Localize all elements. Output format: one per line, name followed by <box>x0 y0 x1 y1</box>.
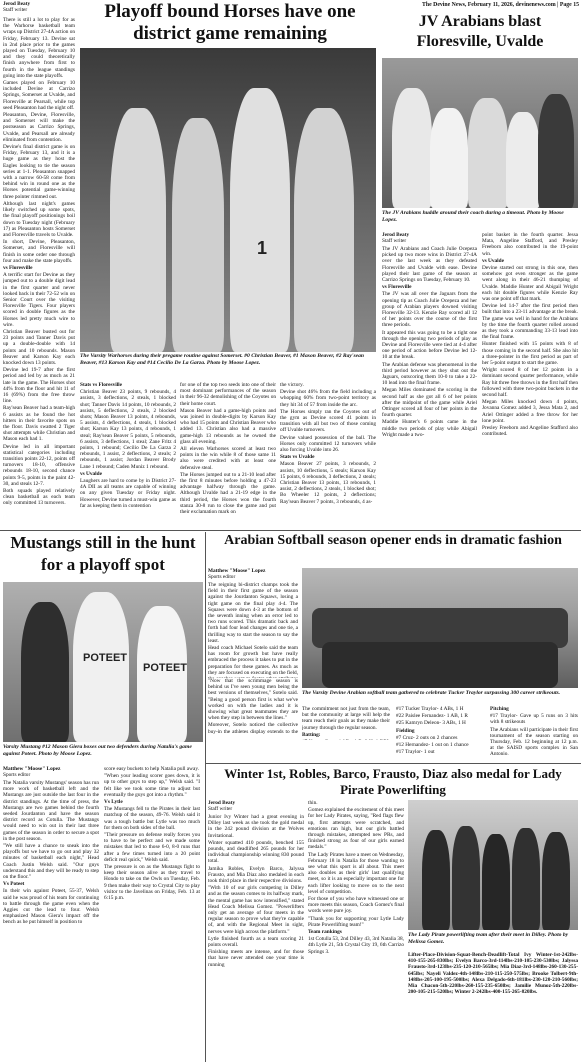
paragraph: It appeared this was going to be a tight one through the opening two periods of play as Devine and Floresville were tied at 4-4 after one period of action before Devine led 12-10 at the break. <box>382 329 477 361</box>
paragraph: Hunter finished with 15 points with 8 of those coming in the second half. She also hit a three-pointer in the first period as part of her 5-point output to start the game. <box>482 341 578 367</box>
subhead: Team rankings <box>308 929 342 936</box>
paragraph: Gomez explained the excitement of this meet for her Lady Pirates, saying, "Red flags flew up, first attempts were scratched, and emotions ran high, but our girls battled through mistakes, attempted new PRs, and finished strong as four of our girls earned medals." <box>308 807 404 851</box>
paragraph: All eleven Warhorses scored at least two points in the win while 8 of those same 11 also were credited with at least one defensive steal. <box>180 446 276 471</box>
subhead: Vs Lytle <box>104 799 123 806</box>
story4-column-4 <box>396 706 484 756</box>
paragraph: The JV was all over the Jaguars from the opening tip as Coach Julie Ocepeza and her group of Arabian players downed visiting Floresville 32-13. Kenzie Ray scored all 12 of her points over the course of the first three periods. <box>382 291 477 329</box>
paragraph: #22 Paislee Fernandez- 1 AB, 1 R <box>396 713 468 720</box>
paragraph: the victory. <box>280 382 304 388</box>
story1-column-3 <box>180 382 276 528</box>
paragraph: Devine valued possession of the ball. The Horses only committed 12 turnovers while also forcing Uvalde into 26. <box>280 434 376 454</box>
story4-column-1 <box>208 582 298 678</box>
powerlifting-team-photo <box>408 800 578 930</box>
paragraph: The JV Arabians and Coach Julie Ocepeza picked up two more wins in District 27-4A over the last week as they defeated Floresville and Uvalde with ease. Devine played their last game of the season at Carrizo Springs on Tuesday, February 10. <box>382 246 477 284</box>
story4-column-3 <box>302 706 390 740</box>
paragraph: "We still have a chance to sneak into the playoffs but we have to go out and play 32 minutes of basketball each night," Head Coach Justin Welsh said. "Our guys understand this and they will be ready to step on the floor." <box>3 843 99 881</box>
story1-caption: The Varsity Warhorses during their pregame routine against Somerset. #0 Christian Beaver, #1 Mason Beaver, #2 Ray'sean Beaver, #13 Karson Kay and #14 Cecilio De La Garza. Photo by Moose Lopez. <box>80 353 365 366</box>
paragraph: Finishing meets are intense, and for those that have never attended one your time is running <box>208 949 304 968</box>
byline-name: Matthew "Moose" Lopez <box>208 568 266 574</box>
paragraph: Christian Beaver 23 points, 9 rebounds, 4 assists, 3 deflections, 2 steals, 1 blocked shot; Tanner Davis 14 points, 10 rebounds, 2 assists, 5 deflections, 2 steals, 2 blocked shots; Mason Beaver 13 points, 4 rebounds, 5 assists, 4 deflections, 4 steals, 1 blocked shot; Karson Kay 13 points, 4 rebounds, 1 steal; Ray'sean Beaver 5 points, 5 rebounds, 6 assists, 3 deflections, 1 steal; Zane Fritz 4 points, 1 rebound; Cecilio De La Garza 2 rebounds, 1 assist, 2 deflections, 2 steals; 2 rebounds, 1 assist; Jordan Beaver Brody Lane 1 rebound; Caden Muniz 1 rebound. <box>80 389 176 470</box>
section-divider <box>206 763 581 764</box>
story4-caption: The Varsity Devine Arabian softball team gathered to celebrate Tucker Traylor surpassing 300 career strikeouts. <box>302 690 561 696</box>
paragraph: Games played on February 10 included Devine at Carrizo Springs, Somerset at Uvalde, and Floresville at Pearsall, while top seed Pleasanton had the night off. <box>3 80 75 111</box>
paragraph: Devine led in all important statistical categories including transition points 22-12, points off turnovers 18-10, offensive rebounds 18-10, second chance points 9-5, points in the paint 42-30, and steals 12-7. <box>3 443 75 487</box>
byline-role: Staff writer <box>208 806 233 813</box>
paragraph: Devine led 19-7 after the first period and led by as much as 21 late in the game. The Horses shot 44% from the floor and hit 11 of 16 (69%) from the free throw line. <box>3 367 75 405</box>
jv-huddle-photo <box>382 58 578 208</box>
paragraph: In short, Devine, Pleasanton, Somerset, and Floresville will finish in some order one through four and make the state playoffs. <box>3 239 75 264</box>
paragraph: Laughers are hard to come by in District 27-4A DII as all teams are capable of winning on any given Tuesday or Friday night. However, Devine turned a must-win game as far as keeping them in contention <box>80 478 176 509</box>
story3-headline: Mustangs still in the hunt for a playoff spot <box>10 533 196 574</box>
paragraph: "Their pressure on defense really forces you to have to be perfect and we made some mistakes that led to those 6-0, 8-0 runs that after a few times turned into a 20 point deficit real quick," Welsh said. <box>104 832 200 863</box>
column-divider <box>205 532 206 1062</box>
story1-column-1 <box>3 17 75 532</box>
jersey-text: POTEET <box>83 652 128 664</box>
byline-name: Jerod Beaty <box>382 232 410 238</box>
paragraph: The commitment not just from the team, but the community at large will help the team reach their goals as they make their journey through the regular season. <box>302 706 390 731</box>
story2-headline: JV Arabians blast Floresville, Uvalde <box>416 13 544 50</box>
story1-column-2 <box>80 382 176 528</box>
paragraph: Ray'sean Beaver had a team-high 6 assists as he found the hot hitters in their favorite spots on the floor. Davis swatted 2 Tiger shot attempts while Christian and Mason each had 1. <box>3 405 75 443</box>
paragraph: "Now that the scrimmage season is behind us I've seen young men being the best versions of themselves," Sotelo said. "Being a good person first is what we've worked on with the ladies and it is showing what great teammates they are when they step in between the lines." <box>208 678 298 722</box>
paragraph: Both squads played relatively clean basketball as each team only committed 13 turnovers. <box>3 488 75 507</box>
paragraph: #25 Kamryn Deleon- 3 ABs, 1 H <box>396 720 466 727</box>
paragraph: The pressure is on as the Mustangs fight to keep their season alive as they travel to Hondo to take on the Owls on Tuesday, Feb. 9 then make their way to Crystal City to play visitor to the Javelinas on Friday, Feb. 13 at 6:15 p.m. <box>104 864 200 902</box>
story5-column-2 <box>308 800 404 1062</box>
paragraph: Devine's final district game is on Friday, February 13, and it is a huge game as they host the Eagles looking to tie the season series at 1-1. Pleasanton snapped with a narrow 60-58 come from behind win in round one as the Horses potential game-winning three pointer rimmed out. <box>3 144 75 200</box>
paragraph: Christian Beaver busted out for 23 points and Tanner Davis put up a double-double with 14 points and 10 rebounds. Mason Beaver and Karson Kay each knocked down 13 points. <box>3 328 75 366</box>
story5-column-1 <box>208 814 304 1062</box>
paragraph: Although last night's games likely switched up some spots, the final playoff positionings boil down to Tuesday night (February 17) as Pleasanton hosts Somerset and Floresville travels to Uvalde. <box>3 200 75 238</box>
paragraph: score easy buckets to help Natalia pull away. <box>104 766 199 772</box>
paragraph: #17 Tucker Traylor- 4 ABs, 1 H <box>396 706 464 712</box>
subhead: Vs Poteet <box>3 881 25 888</box>
paragraph: Maddie Hunter's 6 points came in the middle two periods of play while Abigail Wright made a two- <box>382 419 477 438</box>
subhead: Stats vs Floresville <box>80 382 122 388</box>
story3-byline <box>3 766 99 780</box>
paragraph: thin. <box>308 800 318 806</box>
subhead: Batting: <box>302 731 321 738</box>
story3-caption: Varsity Mustang #12 Mason Giera boxes out two defenders during Natalia's game against Poteet. Photo by Moose Lopez. <box>3 744 192 757</box>
paragraph: The reigning bi-district champs took the field in their first game of the season against the Jourdanton Squaws, losing a tight game on the final play 4-4. The Squaws were down 4-3 at the bottom of the seventh inning when an error led to two runs scored. This dramatic back and forth had four lead changes and one tie, a thrilling way to start the season to say the least. <box>208 582 298 644</box>
paragraph: Devine started out strong in this one, then somehow got even stronger as the game went along in their 46-21 thumping of Uvalde. Maddie Hunter and Abigail Wright each hit double figures while Kenzie Ray was one point off that mark. <box>482 265 578 303</box>
story4-column-5 <box>490 706 578 762</box>
story4-headline: Arabian Softball season opener ends in dramatic fashion <box>224 533 562 548</box>
paragraph: In their win against Poteet, 55-37, Welsh said he was proud of his team for continuing to battle through the game even when the Aggies cut the lead to four. Welsh emphasized Mason Giera's impact off the bench as he put himself in position to <box>3 888 99 926</box>
paragraph: Jamika Robles, Evelyn Barco, Jalyssa Frausto, and Mia Diaz also medaled in each took third place in their respective divisions. <box>208 865 304 885</box>
paragraph: The Arabians will participate in their first tournament of the season starting on Thursday, Feb. 12 beginning at 12 p.m. at the SAISD sports complex in San Antonio. <box>490 726 578 758</box>
paragraph: Pleasanton, Devine, Floresville, and Somerset will make the postseason as Carrizo Springs, Uvalde, and Pearsall are already eliminated from contention. <box>3 112 75 143</box>
story3-column-2 <box>104 766 200 1062</box>
paragraph: Mason Beaver had a game-high points and was joined in double-digits by Karson Kay who had 15 points and Christian Beaver who added 13. Christian also had a massive game-high 13 rebounds as he owned the glass all evening. <box>180 407 276 445</box>
byline-role: Staff writer <box>3 7 28 14</box>
paragraph: #7 Cruz- 2 outs on 2 chances <box>396 734 458 741</box>
paragraph: The Horses jumped out to a 21-10 lead after the first 8 minutes before holding a 47-23 advantage halfway through the game. Although Uvalde had a 21-19 edge in the third period, the Horses won the fourth stanza 30-8 run to close the game and put their exclamation mark on <box>180 471 276 516</box>
paragraph: Mason Beaver 27 points, 3 rebounds, 2 assists, 10 deflections, 5 steals; Karson Kay 15 points, 6 rebounds, 3 deflections, 2 steals; Christian Beaver 13 points, 13 rebounds, 1 assist, 2 deflections, 2 steals, 1 blocked shot; Bo Wheeler 12 points, 2 deflections; Ray'sean Beaver 7 points, 3 rebounds, 4 as- <box>280 461 376 505</box>
paragraph: Head coach Michael Sotelo said the team has room for growth but have really embraced the process it takes to put in the preparation for these games. As much as they are focused on executing on the field, <box>208 645 298 676</box>
paragraph: #17 Traylor- 1 out <box>396 749 435 756</box>
page-header: The Devine News, February 11, 2026, devinenews.com | Page 15 <box>422 2 579 8</box>
subhead: Fielding <box>396 727 415 734</box>
paragraph <box>302 739 390 740</box>
byline-name: Matthew "Moose" Lopez <box>3 766 61 772</box>
story2-column-1 <box>382 246 477 528</box>
jersey-number: 1 <box>256 238 267 258</box>
paragraph: "When your leading scorer goes down, it is up to other guys to step up," Welsh said. "I felt like we took some time to adjust but eventually the guys got into a rhythm." <box>104 773 200 798</box>
byline-role: Sports editor <box>3 772 31 779</box>
paragraph: for one of the top two seeds into one of their most dominant performances of the season in their 96-32 demolishing of the Coyotes on their home court. <box>180 382 276 407</box>
paragraph: There is still a lot to play for as the Warhorse basketball team wraps up District 27-4A action on Friday, February 13. Devine sat in 2nd place prior to the games played on Tuesday, February 10 and they could theoretically finish anywhere from first to fourth in the league standings going into the state playoffs. <box>3 17 75 79</box>
story1-headline: Playoff bound Horses have one district game remaining <box>104 1 356 44</box>
jersey-text: POTEET <box>143 662 188 674</box>
byline-role: Sports editor <box>208 574 236 581</box>
paragraph: "Thank you for supporting your Lytle Lady Pirate Powerlifting team!" <box>308 915 404 928</box>
story2-byline <box>382 232 477 246</box>
warhorses-pregame-photo <box>80 48 376 352</box>
paragraph: #17 Traylor- Gave up 5 runs on 3 hits with 8 strikeouts <box>490 713 578 726</box>
paragraph: Junior Ivy Winter had a great evening in Dilley last week as she took the gold medal in the 242 pound division at the Wolves Invitational. <box>208 814 304 839</box>
subhead: vs Floresville <box>382 284 412 291</box>
story2-column-2 <box>482 232 578 528</box>
paragraph: The Mustangs fell to the Pirates in their last matchup of the season, 49-76. Welsh said it was a tough battle but Lytle was too much for them on both sides of the ball. <box>104 806 200 831</box>
subhead: Pitching <box>490 706 509 712</box>
paragraph: For those of you who have witnessed one or more meets this season, Coach Gomez's final words were pure joy. <box>308 896 404 915</box>
paragraph: Lytle finished fourth as a team scoring 21 points overall. <box>208 935 304 949</box>
paragraph: Moreover, Sotelo noticed the collective buy-in the athletes display extends to the <box>208 722 298 734</box>
story5-headline: Winter 1st, Robles, Barco, Frausto, Diaz also medal for Lady Pirate Powerlifting <box>224 766 562 797</box>
paragraph: Devine led 14-7 after the first period then built that into a 23-11 advantage at the break. The game was well in hand for the Arabians by the time the fourth quarter rolled around as they took a commanding 33-13 lead into the final frame. <box>482 303 578 341</box>
story2-caption: The JV Arabians huddle around their coach during a timeout. Photo by Moose Lopez. <box>382 210 564 223</box>
paragraph: Winter squatted 410 pounds, benched 155 pounds, and deadlifted 265 pounds for her individual championship winning 830 pound total. <box>208 839 304 865</box>
paragraph: #12 Hernandez- 1 out on 1 chance <box>396 742 469 749</box>
softball-team-photo <box>302 568 578 688</box>
story1-column-4 <box>280 382 376 528</box>
section-divider <box>0 530 581 531</box>
powerlifting-results: Lifter-Place-Division-Squat-Bench-Deadlift-Total Ivy Winter-1st-242lbs-410-155-265-830lbs; Evelyn Barco-3rd-114lbs-210-105-230-530lbs; Jalyssa Frausto-3rd-123lbs-235-120-210-565lbs; Mia Diaz-3rd-148lbs-260-130-255-645lbs; Nayeli Valdez-4th-148lbs-210-115-250-575lbs; Brooke Tolbert-9th-148lbs-205-100-195-500lbs; Alexa Delgado-6th-181lbs-230-120-210-560lbs; Mia Chacon-5th-220lbs-260-155-235-650lbs; Jamilie Munoz-5th-220lbs-200-105-215-520lbs; Winter 2-242lbs-400-155-265-820lbs. <box>408 952 578 996</box>
paragraph: 1st Cotulla 53, 2nd Dilley 43, 3rd Natalia 38, 4th Lytle 21, 5th Crystal City 19, 6th Carrizo Springs 3. <box>308 936 404 955</box>
story5-caption: The Lady Pirate powerlifting team after their meet in Dilley. Photo by Melissa Gomez. <box>408 932 569 945</box>
paragraph: Megan Miles dominated the scoring in the second half as she got all 6 of her points after the midpoint of the game while Ariel Ottinger scored all four of her points in the fourth quarter. <box>382 387 477 419</box>
paragraph: The Natalia varsity Mustangs' season has run more work of basketball left and the Mustangs are just outside the last four in the district standings. At the time of press, the Mustangs are two games behind the fourth seeded Jourdanton and have the season district record as Cotulla. The Mustangs would need to win out in their last three games of the season in order to secure a spot in the post season. <box>3 780 99 842</box>
paragraph: Wright scored 8 of her 12 points in a dominant second quarter performance, while Ray hit three free throws in the first half then followed with three two-point buckets in the second half. <box>482 367 578 399</box>
paragraph: Megan Miles knocked down 4 points, Jovanna Gomez added 3, Jessa Mata 2, and Ariel Ottinger added a free throw for her lone point. <box>482 399 578 424</box>
story4-byline <box>208 568 298 582</box>
subhead: vs Uvalde <box>80 470 102 477</box>
paragraph: Devine shot 46% from the field including a whopping 60% from two-point territory as they hit 34 of 57 from inside the arc. <box>280 389 376 408</box>
paragraph: "With 10 of our girls competing in Dilley and as the season comes to its halfway mark, the mental game has now intensified," stated Head Coach Melissa Gomez. "Powerlifters only get an average of four meets in the regular season to prove what they're capable of, and with the Regional Meet in sight, nerves were high across the platform." <box>208 885 304 935</box>
paragraph: point basket in the fourth quarter. Jessa Mata, Angeline Stafford, and Presley Freeborn also contributed in the 19-point win. <box>482 232 578 257</box>
byline-name: Jerod Beaty <box>3 1 31 7</box>
mustang-boxout-photo <box>3 582 203 742</box>
byline-name: Jerod Beaty <box>208 800 236 806</box>
paragraph: The Lady Pirates have a meet on Wednesday, February 18 in Natalia for those wanting to see what this sport is all about. This meet also doubles as their girls' last qualifying meet, so it is an especially important one for each lifter looking to move on to the next level of competition. <box>308 851 404 895</box>
paragraph: A terrific start for Devine as they jumped out to a double digit lead in the first quarter and never looked back in their 72-52 win on Senior Court over the visiting Floresville Tigers. Four players scored in double figures as the Horses led pretty much wire to wire. <box>3 272 75 328</box>
paragraph: Presley Freeborn and Angeline Stafford also contributed. <box>482 425 578 438</box>
story4-column-2 <box>208 678 298 734</box>
story3-column-1 <box>3 780 99 1062</box>
subhead: Stats vs Uvalde <box>280 454 315 461</box>
subhead: vs Floresville <box>3 264 33 271</box>
subhead: vs Uvalde <box>482 257 504 264</box>
paragraph: The Horses simply ran the Coyotes out of the gym as Devine scored 41 points in transition with all but two of those coming off Uvalde turnovers. <box>280 408 376 434</box>
paragraph: The Arabian defense was phenomenal in the third period however as they shut out the Jaguars, outscoring them 10-0 to take a 22-10 lead into the final frame. <box>382 361 477 387</box>
byline-role: Staff writer <box>382 238 407 245</box>
story5-byline <box>208 800 304 814</box>
